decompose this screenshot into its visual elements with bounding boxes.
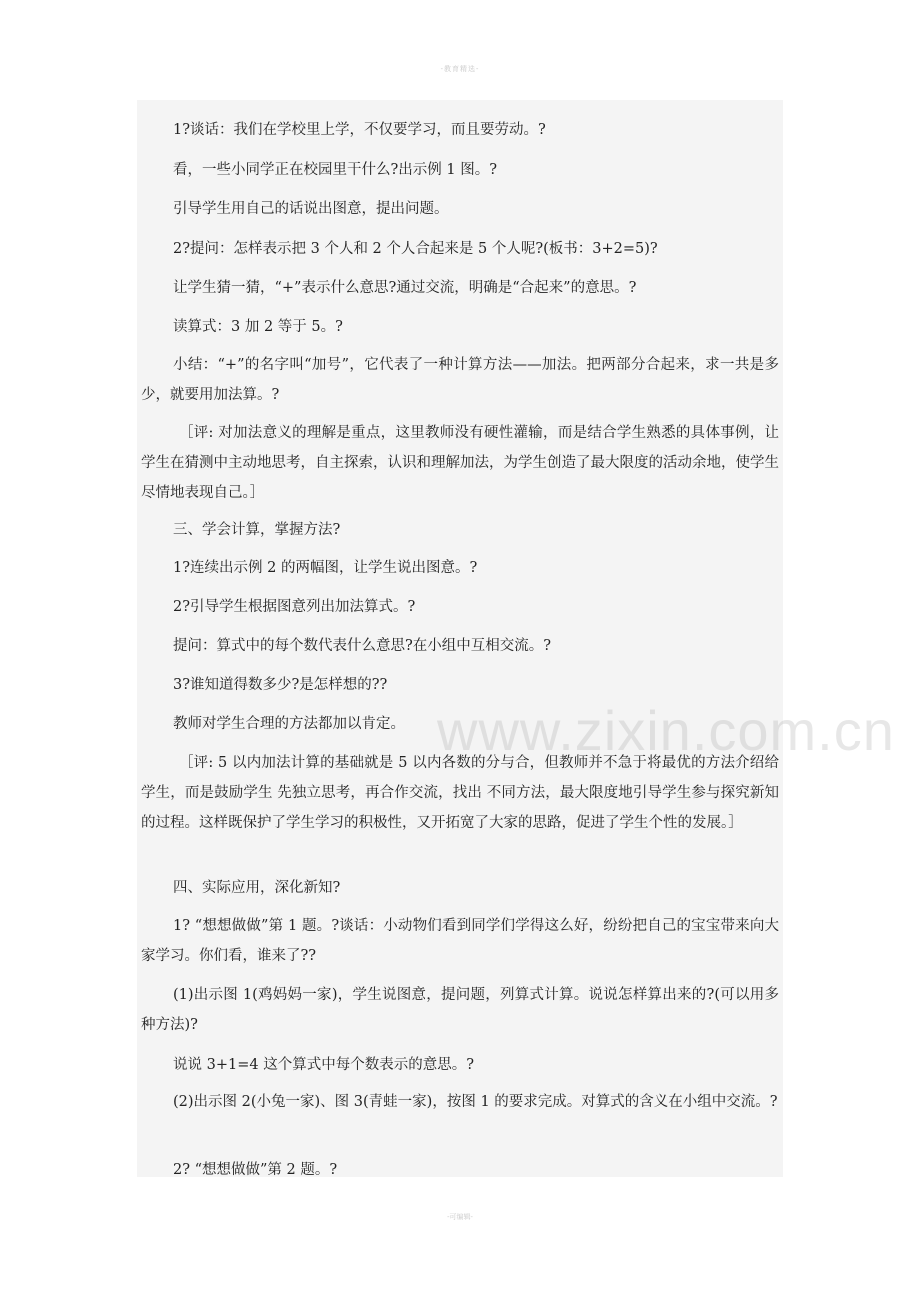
watermark: www.zixin.com.cn	[437, 699, 895, 762]
paragraph-12: 1? “想想做做”第 1 题。?谈话：小动物们看到同学们学得这么好，纷纷把自己的宝宝带来向大家学习。你们看，谁来了??	[141, 918, 779, 964]
paragraph-10: 3?谁知道得数多少?是怎样想的??	[173, 677, 388, 693]
paragraph-15: (2)出示图 2(小兔一家)、图 3(青蛙一家)，按图 1 的要求完成。对算式的含义在小组中交流。?	[173, 1094, 778, 1110]
paragraph-3: 引导学生用自己的话说出图意，提出问题。	[173, 201, 449, 217]
paragraph-11: 教师对学生合理的方法都加以肯定。	[173, 716, 405, 732]
section-heading-3: 三、学会计算，掌握方法?	[173, 522, 341, 538]
paragraph-1: 1?谈话：我们在学校里上学，不仅要学习，而且要劳动。?	[173, 122, 546, 138]
page-header: -教育精选-	[440, 65, 480, 73]
paragraph-summary: 小结：“+”的名字叫“加号”，它代表了一种计算方法——加法。把两部分合起来，求一共是多少，就要用加法算。?	[141, 357, 779, 403]
paragraph-7: 1?连续出示例 2 的两幅图，让学生说出图意。?	[173, 560, 478, 576]
paragraph-13: (1)出示图 1(鸡妈妈一家)，学生说图意，提问题，列算式计算。说说怎样算出来的?(可以用多种方法)?	[141, 987, 779, 1033]
paragraph-4: 2?提问：怎样表示把 3 个人和 2 个人合起来是 5 个人呢?(板书：3+2=5)?	[173, 241, 658, 257]
paragraph-14: 说说 3+1=4 这个算式中每个数表示的意思。?	[173, 1057, 474, 1073]
paragraph-9: 提问：算式中的每个数代表什么意思?在小组中互相交流。?	[173, 638, 552, 654]
paragraph-16: 2? “想想做做”第 2 题。?	[173, 1162, 338, 1178]
comment-block-1: ［评: 对加法意义的理解是重点，这里教师没有硬性灌输，而是结合学生熟悉的具体事例，让学生在猜测中主动地思考，自主探索，认识和理解加法，为学生创造了最大限度的活动余地，使学生尽情地表现自己。］	[141, 425, 779, 501]
paragraph-6: 读算式：3 加 2 等于 5。?	[173, 319, 343, 335]
document-body	[137, 100, 895, 1178]
paragraph-8: 2?引导学生根据图意列出加法算式。?	[173, 599, 416, 615]
paragraph-5: 让学生猜一猜，“+”表示什么意思?通过交流，明确是“合起来”的意思。?	[173, 280, 637, 296]
comment-block-2: ［评: 5 以内加法计算的基础就是 5 以内各数的分与合，但教师并不急于将最优的方法介绍给学生，而是鼓励学生 先独立思考，再合作交流，找出 不同方法，最大限度地引导学生参与探究新知的过程。这样既保护了学生学习的积极性，又开拓宽了大家的思路，促进了学生个性的发展。］	[141, 755, 779, 831]
section-heading-4: 四、实际应用，深化新知?	[173, 880, 341, 896]
page-footer: -可编辑-	[447, 1213, 473, 1221]
paragraph-2: 看，一些小同学正在校园里干什么?出示例 1 图。?	[173, 162, 497, 178]
